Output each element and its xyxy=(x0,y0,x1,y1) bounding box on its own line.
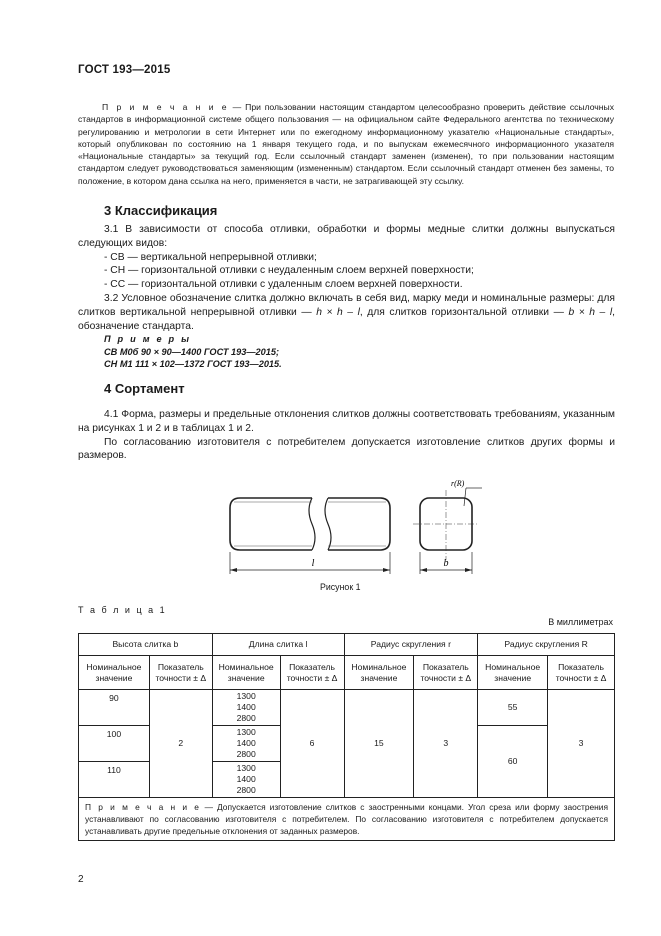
height-value: 110 xyxy=(79,762,150,798)
note-label: П р и м е ч а н и е xyxy=(102,102,229,112)
section-4-body xyxy=(78,408,615,463)
table-1 xyxy=(78,633,615,841)
table-units: В миллиметрах xyxy=(548,617,613,627)
formula-vertical: h × h – l xyxy=(316,306,360,318)
paragraph-3-2-part: , обозначение стандарта. xyxy=(78,306,615,332)
r-nominal: 15 xyxy=(344,690,414,798)
dimension-r-label: r(R) xyxy=(451,479,465,488)
length-value: 1400 xyxy=(236,774,256,784)
table-note-label: П р и м е ч а н и е xyxy=(85,802,201,812)
note-text: — При пользовании настоящим стандартом целесообразно проверить действие ссылочных стандартов в информационной системе общего пользования — на официальном сайте Федерального агентства по техническому регулированию и метрологии в сети Интернет или по ежегодному информационному указателю «Национальные стандарты», который опубликован по состоянию на 1 января текущего года, и по выпускам ежемесячного информационного указателя «Национальные стандарты» за текущий год. Если ссылочный стандарт заменен (изменен), то при пользовании настоящим стандартом следует руководствоваться заменяющим (измененным) стандартом. Если ссылочный стандарт отменен без замены, то положение, в котором дана ссылка на него, применяется в части, не затрагивающей эту ссылку. xyxy=(78,102,614,186)
page-number: 2 xyxy=(78,874,84,885)
header-radius-r: Радиус скругления r xyxy=(344,634,478,656)
figure-1-drawing xyxy=(220,470,490,600)
example-line: СВ М0б 90 × 90—1400 ГОСТ 193—2015; xyxy=(104,346,280,357)
section-3-body xyxy=(78,223,615,333)
list-item: - СС — горизонтальной отливки с удаленным слоем верхней поверхности. xyxy=(104,279,463,291)
paragraph-3-2-part: , для слитков горизонтальной отливки — xyxy=(359,306,569,318)
height-accuracy: 2 xyxy=(149,690,212,798)
dimension-l-label: l xyxy=(311,558,315,569)
subheader-accuracy: Показатель точности ± Δ xyxy=(548,656,615,690)
table-note-text: — Допускается изготовление слитков с заостренными концами. Угол среза или форму заострения устанавливают по согласованию изготовителя с потребителем. По согласованию изготовителя с потребителем допускается устанавливать другие предельные отклонения от заданных размеров. xyxy=(85,802,608,836)
length-values xyxy=(212,762,280,798)
paragraph-3-2-part: 3.2 Условное обозначение слитка должно включать в себя вид, марку меди и номинальные размеры: для слитков вертикальной непрерывной отливки — xyxy=(78,292,615,318)
paragraph-4-1b: По согласованию изготовителя с потребителем допускается изготовление слитков других формы и размеров. xyxy=(78,436,615,462)
figure-caption: Рисунок 1 xyxy=(320,582,361,592)
list-item: - СН — горизонтальной отливки с неудаленным слоем верхней поверхности; xyxy=(104,265,474,277)
paragraph-3-1: 3.1 В зависимости от способа отливки, обработки и формы медные слитки должны выпускаться следующих видов: xyxy=(78,224,615,249)
R-nominal: 60 xyxy=(478,726,548,798)
header-length: Длина слитка l xyxy=(212,634,344,656)
subheader-nominal: Номинальное значение xyxy=(212,656,280,690)
length-accuracy: 6 xyxy=(280,690,344,798)
subheader-nominal: Номинальное значение xyxy=(478,656,548,690)
subheader-nominal: Номинальное значение xyxy=(79,656,150,690)
length-value: 2800 xyxy=(236,785,256,795)
subheader-nominal: Номинальное значение xyxy=(344,656,414,690)
table-note xyxy=(79,798,615,841)
height-value: 90 xyxy=(79,690,150,726)
length-values xyxy=(212,726,280,762)
top-note xyxy=(78,101,614,187)
length-value: 1300 xyxy=(236,763,256,773)
length-value: 2800 xyxy=(236,749,256,759)
document-header: ГОСТ 193—2015 xyxy=(78,64,171,76)
examples-block xyxy=(104,333,282,371)
table-caption: Т а б л и ц а 1 xyxy=(78,605,167,615)
section-4-heading: 4 Сортамент xyxy=(104,381,185,396)
paragraph-4-1: 4.1 Форма, размеры и предельные отклонения слитков должны соответствовать требованиям, указанным на рисунках 1 и 2 и в таблицах 1 и 2. xyxy=(78,409,615,434)
section-3-heading: 3 Классификация xyxy=(104,203,218,218)
dimension-b-label: b xyxy=(443,558,449,569)
subheader-accuracy: Показатель точности ± Δ xyxy=(149,656,212,690)
length-value: 2800 xyxy=(236,713,256,723)
R-accuracy: 3 xyxy=(548,690,615,798)
r-accuracy: 3 xyxy=(414,690,478,798)
header-radius-R: Радиус скругления R xyxy=(478,634,615,656)
formula-horizontal: b × h – l xyxy=(568,306,613,318)
list-item: - СВ — вертикальной непрерывной отливки; xyxy=(104,251,317,263)
header-height: Высота слитка b xyxy=(79,634,213,656)
examples-label: П р и м е р ы xyxy=(104,334,192,344)
subheader-accuracy: Показатель точности ± Δ xyxy=(280,656,344,690)
height-value: 100 xyxy=(79,726,150,762)
R-nominal: 55 xyxy=(478,690,548,726)
length-value: 1400 xyxy=(236,738,256,748)
length-value: 1300 xyxy=(236,691,256,701)
example-line: СН М1 111 × 102—1372 ГОСТ 193—2015. xyxy=(104,359,282,370)
length-values xyxy=(212,690,280,726)
paragraph-3-2 xyxy=(78,292,615,333)
length-value: 1400 xyxy=(236,702,256,712)
length-value: 1300 xyxy=(236,727,256,737)
subheader-accuracy: Показатель точности ± Δ xyxy=(414,656,478,690)
